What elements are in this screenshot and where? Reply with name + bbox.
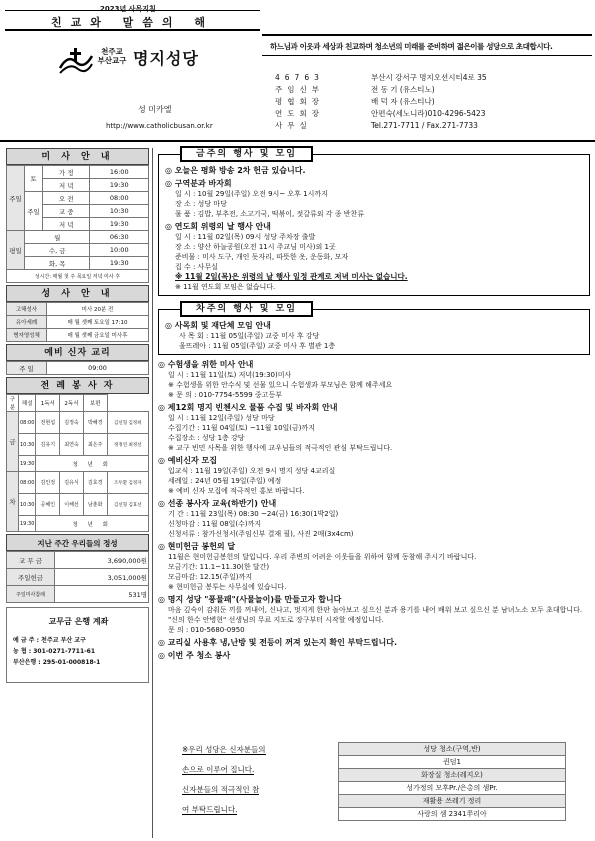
parish-name: 명지성당 bbox=[133, 49, 199, 68]
info-value: 안편숙(세노니라)010-4296-5423 bbox=[371, 109, 486, 118]
info-key: 사무실 bbox=[275, 121, 312, 130]
notice-line: 신청서류 : 참가신청서(주임신부 결재 필), 사진 2매(3x4cm) bbox=[168, 530, 354, 538]
mass-note: 성시간: 매월 첫 주 목요일 저녁 미사 후 bbox=[7, 270, 149, 283]
servers-time: 19:30 bbox=[19, 516, 36, 532]
cleaning-message bbox=[182, 740, 310, 820]
servers-title: 전 례 봉 사 자 bbox=[6, 377, 149, 394]
servers-head: 구분 bbox=[7, 395, 19, 412]
bank-line: 부산은행 : 295-01-000818-1 bbox=[13, 659, 101, 666]
bank-title: 교무금 은행 계좌 bbox=[48, 617, 109, 626]
notice-line: ※ 수험생을 위한 안수식 및 선물 있으니 수험생과 부모님은 함께 해주세요 bbox=[168, 381, 393, 389]
server-name: 김선형 김정희 bbox=[107, 412, 148, 434]
server-name: 김정숙 bbox=[60, 412, 84, 434]
notice-head: ◎ 예비신자 모집 bbox=[158, 456, 217, 465]
notice-line: 일 시 : 11월 12일(주일) 성당 마당 bbox=[168, 414, 275, 422]
bank-box bbox=[6, 607, 149, 683]
server-name: 정정연 최정선 bbox=[107, 434, 148, 456]
notice-line: 일 시 : 11월 11일(토) 저녁(19:30)미사 bbox=[168, 371, 292, 379]
notice-line: ※ 현미헌금 봉투는 사무실에 있습니다. bbox=[168, 583, 287, 591]
cleaning-row: 성가정의 모후Pr./은총의 샘Pr. bbox=[339, 782, 566, 795]
mass-time: 16:00 bbox=[90, 166, 149, 179]
week-item-line: 일 시 : 11월 02일(목) 09시 성당 주차장 출발 bbox=[175, 233, 316, 241]
cleaning-title: ◎ 이번 주 청소 봉사 bbox=[158, 651, 231, 660]
offering-title: 지난 주간 우리들의 정성 bbox=[6, 534, 149, 551]
servers-head: 보편 bbox=[83, 395, 107, 412]
server-group: 청 년 회 bbox=[36, 456, 149, 472]
info-value: 배 덕 자 (유스티나) bbox=[371, 97, 435, 106]
parish-small-2: 부산교구 bbox=[97, 56, 127, 65]
week-item-line: 일 시 : 10월 29일(주일) 오전 9시~ 오후 1시까지 bbox=[175, 190, 328, 198]
parish-small-1: 천주교 bbox=[101, 47, 123, 56]
mass-time: 19:30 bbox=[90, 218, 149, 231]
mass-type: 저 녁 bbox=[43, 218, 90, 231]
servers-time: 08:00 bbox=[19, 412, 36, 434]
server-name: 최연숙 bbox=[60, 434, 84, 456]
mass-table bbox=[6, 165, 149, 283]
annual-motto: 친교와 말씀의 해 bbox=[50, 16, 215, 29]
notice-head: ◎ 제12회 명지 빈첸시오 물품 수집 및 바자회 안내 bbox=[158, 403, 338, 412]
server-name: 김선형 김효선 bbox=[107, 494, 148, 516]
info-key: 주임신부 bbox=[275, 85, 324, 94]
sacrament-name: 고해성사 bbox=[7, 303, 47, 316]
week-item-head: ◎ 연도회 위령의 날 행사 안내 bbox=[165, 222, 271, 231]
notice-line: 11월은 현미헌금봉헌의 달입니다. 우리 주변의 어려운 이웃들을 위하여 함께 동참해 주시기 바랍니다. bbox=[168, 553, 477, 561]
cleaning-row: 재활용 쓰레기 정리 bbox=[339, 795, 566, 808]
notice-line: 수집장소 : 성당 1층 강당 bbox=[168, 434, 245, 442]
mass-day: 월 bbox=[25, 231, 90, 244]
cleaning-line: 손으로 이루어 집니다. bbox=[182, 765, 255, 774]
offering-name: 교 무 금 bbox=[7, 552, 55, 569]
info-value: 부산시 강서구 명지오션시티4로 35 bbox=[371, 73, 487, 82]
servers-table bbox=[6, 394, 149, 532]
bank-line: 예 금 주 : 천주교 부산 교구 bbox=[13, 637, 86, 644]
mass-time: 08:00 bbox=[90, 192, 149, 205]
info-value: Tel.271-7711 / Fax.271-7733 bbox=[371, 121, 478, 130]
patron-saint: 성 미카엘 bbox=[138, 105, 172, 114]
mass-group: 주일 bbox=[7, 166, 25, 231]
week-note: ※ 11월 연도회 모임은 없습니다. bbox=[175, 283, 276, 291]
cleaning-row: 퀸덤1 bbox=[339, 756, 566, 769]
heating-notice: ◎ 교리실 사용후 냉,난방 및 전등이 꺼져 있는지 확인 부탁드립니다. bbox=[158, 638, 398, 647]
info-key: 연도회장 bbox=[275, 109, 324, 118]
mass-time: 10:30 bbox=[90, 205, 149, 218]
mass-type: 오 전 bbox=[43, 192, 90, 205]
parish-logo bbox=[58, 48, 94, 76]
server-name: 최은주 bbox=[83, 434, 107, 456]
notice-line: ※ 문 의 : 010-7754-5599 중고등부 bbox=[168, 391, 282, 399]
cleaning-row: 성당 청소(구역,반) bbox=[339, 743, 566, 756]
website-url[interactable]: http://www.catholicbusan.or.kr bbox=[106, 122, 213, 130]
server-name: 김유기 bbox=[36, 434, 60, 456]
mass-type: 교 중 bbox=[43, 205, 90, 218]
servers-time: 08:00 bbox=[19, 472, 36, 494]
notice-line: 문 의 : 010-5680-0950 bbox=[168, 626, 245, 634]
mass-time: 06:30 bbox=[90, 231, 149, 244]
notice-head: ◎ 선종 봉사자 교육(하반기) 안내 bbox=[158, 499, 277, 508]
offering-name: 주일미사참례 bbox=[7, 586, 55, 603]
notice-head: ◎ 수험생을 위한 미사 안내 bbox=[158, 360, 254, 369]
week-item-head: ◎ 오늘은 평화 방송 2차 헌금 있습니다. bbox=[165, 166, 306, 175]
server-name: 김효경 bbox=[83, 472, 107, 494]
cleaning-line: ※우리 성당은 신자분들의 bbox=[182, 745, 266, 754]
server-name: 이해선 bbox=[60, 494, 84, 516]
next-item-head: ◎ 사목회 및 재단체 모임 안내 bbox=[165, 321, 271, 330]
servers-time: 19:30 bbox=[19, 456, 36, 472]
servers-week: 금 bbox=[7, 412, 19, 472]
cleaning-line: 여 부탁드립니다. bbox=[182, 805, 238, 814]
week-warning: ※ 11월 2일(목)은 위령의 날 행사 일정 관계로 저녁 미사는 없습니다. bbox=[175, 272, 408, 281]
servers-time: 10:30 bbox=[19, 494, 36, 516]
year-label: 2023년 사목지침 bbox=[100, 5, 156, 13]
column-divider bbox=[152, 148, 153, 838]
this-week-title: 금주의 행사 및 모임 bbox=[180, 146, 313, 162]
week-item-line: 집 수 : 사무실 bbox=[175, 263, 218, 271]
notice-line: 신청마감 : 11월 08일(수)까지 bbox=[168, 520, 262, 528]
mass-time: 10:00 bbox=[90, 244, 149, 257]
week-item-line: 장 소 : 양산 하늘공원(오전 11시 주교님 미사)외 1곳 bbox=[175, 243, 336, 251]
divider bbox=[5, 10, 260, 11]
main-column bbox=[158, 146, 590, 661]
left-column bbox=[6, 148, 149, 683]
cleaning-row: 화장실 청소(레지오) bbox=[339, 769, 566, 782]
notices bbox=[158, 359, 590, 661]
info-key: 46763 bbox=[275, 73, 324, 82]
sacrament-time: 매 월 셋째 토요일 17:10 bbox=[47, 316, 149, 329]
sacrament-time: 미사 20분 전 bbox=[47, 303, 149, 316]
next-week-title: 차주의 행사 및 모임 bbox=[180, 301, 313, 317]
server-name: 박혜경 bbox=[83, 412, 107, 434]
notice-line: ※ 교구 빈민 사목을 위한 행사에 교우님들의 적극적인 관심 부탁드립니다. bbox=[168, 444, 393, 452]
sacrament-table bbox=[6, 302, 149, 342]
sacrament-name: 유아세례 bbox=[7, 316, 47, 329]
notice-line: 모금기간: 11.1~11.30(한 달간) bbox=[168, 563, 270, 571]
server-name: 공혜인 bbox=[36, 494, 60, 516]
divider bbox=[5, 29, 260, 31]
catechumen-table bbox=[6, 361, 149, 375]
catechumen-day: 주 일 bbox=[7, 362, 47, 375]
notice-head: ◎ 현미헌금 봉헌의 달 bbox=[158, 542, 236, 551]
this-week-frame bbox=[158, 154, 590, 296]
notice-line: 모금마감: 12.15(주일)까지 bbox=[168, 573, 253, 581]
next-item-line: 사 목 회 : 11월 05일(주일) 교중 미사 후 강당 bbox=[179, 332, 320, 340]
week-item-line: 준비물 : 미사 도구, 개인 돗자리, 따뜻한 옷, 운동화, 모자 bbox=[175, 253, 349, 261]
mass-type: 가 정 bbox=[43, 166, 90, 179]
week-item-line: 물 품 : 김밥, 부추전, 소고기국, 떡볶이, 젓갈류외 각 종 반찬류 bbox=[175, 210, 365, 218]
catechumen-time: 09:00 bbox=[47, 362, 149, 375]
header-separator bbox=[0, 140, 595, 142]
server-name: 전현섭 bbox=[36, 412, 60, 434]
notice-line: 세례일 : 24년 05월 19일(주일) 예정 bbox=[168, 477, 282, 485]
bank-line: 농 협 : 301-0271-7711-61 bbox=[13, 648, 96, 655]
parish-diocese bbox=[92, 47, 132, 65]
mass-group: 평일 bbox=[7, 231, 25, 270]
mass-day: 주일 bbox=[25, 192, 43, 231]
mass-title: 미 사 안 내 bbox=[6, 148, 149, 165]
notice-line: 기 간 : 11월 23일(목) 08:30 ~24(금) 16:30(1박2일) bbox=[168, 510, 339, 518]
offering-table bbox=[6, 551, 149, 603]
week-item-head: ◎ 구역분과 바자회 bbox=[165, 179, 232, 188]
info-key: 평협회장 bbox=[275, 97, 324, 106]
sacrament-time: 매 월 셋째 금요일 미사후 bbox=[47, 329, 149, 342]
notice-line: 마음 깊숙이 감춰둔 끼를 꺼내어, 신나고, 멋지게 한판 놀아보고 싶으신 분과 용기를 내어 배워 보고 싶으신 분 남녀노소 모두 초대합니다. "신의 한수 안병현" 선생님의 무료 지도로 장구부터 시작할 예정입니다. bbox=[168, 606, 583, 624]
offering-amount: 3,690,000원 bbox=[55, 552, 149, 569]
info-value: 전 동 기 (유스티노) bbox=[371, 85, 435, 94]
cleaning-row: 사랑의 샘 2341쭈리아 bbox=[339, 808, 566, 821]
mass-day: 토 bbox=[25, 166, 43, 192]
sacrament-name: 병자영성체 bbox=[7, 329, 47, 342]
server-name: 김유식 bbox=[60, 472, 84, 494]
server-name: 김인정 bbox=[36, 472, 60, 494]
offering-amount: 3,051,000원 bbox=[55, 569, 149, 586]
server-group: 청 년 회 bbox=[36, 516, 149, 532]
cleaning-table bbox=[338, 742, 566, 821]
mass-time: 19:30 bbox=[90, 179, 149, 192]
notice-line: ※ 예비 신자 모집에 적극적인 홍보 바랍니다. bbox=[168, 487, 305, 495]
mass-type: 저 녁 bbox=[43, 179, 90, 192]
notice-line: 입교식 : 11월 19일(주일) 오전 9시 명지 성당 4교리실 bbox=[168, 467, 336, 475]
server-name: 조두환 김정자 bbox=[107, 472, 148, 494]
servers-head: 해설 bbox=[19, 395, 36, 412]
servers-head: 1독서 bbox=[36, 395, 60, 412]
servers-time: 10:30 bbox=[19, 434, 36, 456]
notice-head: ◎ 명지 성당 "풍물패"(사물놀이)를 만들고자 합니다 bbox=[158, 595, 342, 604]
next-item-line: 울뜨레아 : 11월 05일(주일) 교중 미사 후 별관 1층 bbox=[179, 342, 336, 350]
server-name: 남춘화 bbox=[83, 494, 107, 516]
sacrament-title: 성 사 안 내 bbox=[6, 285, 149, 302]
offering-amount: 531명 bbox=[55, 586, 149, 603]
parish-info bbox=[275, 72, 590, 132]
catechumen-title: 예비 신자 교리 bbox=[6, 344, 149, 361]
slogan: 하느님과 이웃과 세상과 친교하며 청소년의 미래를 준비하며 젊은이를 성당으로 초대합시다. bbox=[270, 42, 553, 51]
servers-week: 차 bbox=[7, 472, 19, 532]
cleaning-line: 신자분들의 적극적인 참 bbox=[182, 785, 260, 794]
mass-day: 수, 금 bbox=[25, 244, 90, 257]
servers-head: 2독서 bbox=[60, 395, 84, 412]
week-item-line: 장 소 : 성당 마당 bbox=[175, 200, 227, 208]
offering-name: 주일헌금 bbox=[7, 569, 55, 586]
notice-line: 수집기간 : 11월 04일(토) ~11월 10일(금)까지 bbox=[168, 424, 316, 432]
mass-day: 화, 목 bbox=[25, 257, 90, 270]
mass-time: 19:30 bbox=[90, 257, 149, 270]
